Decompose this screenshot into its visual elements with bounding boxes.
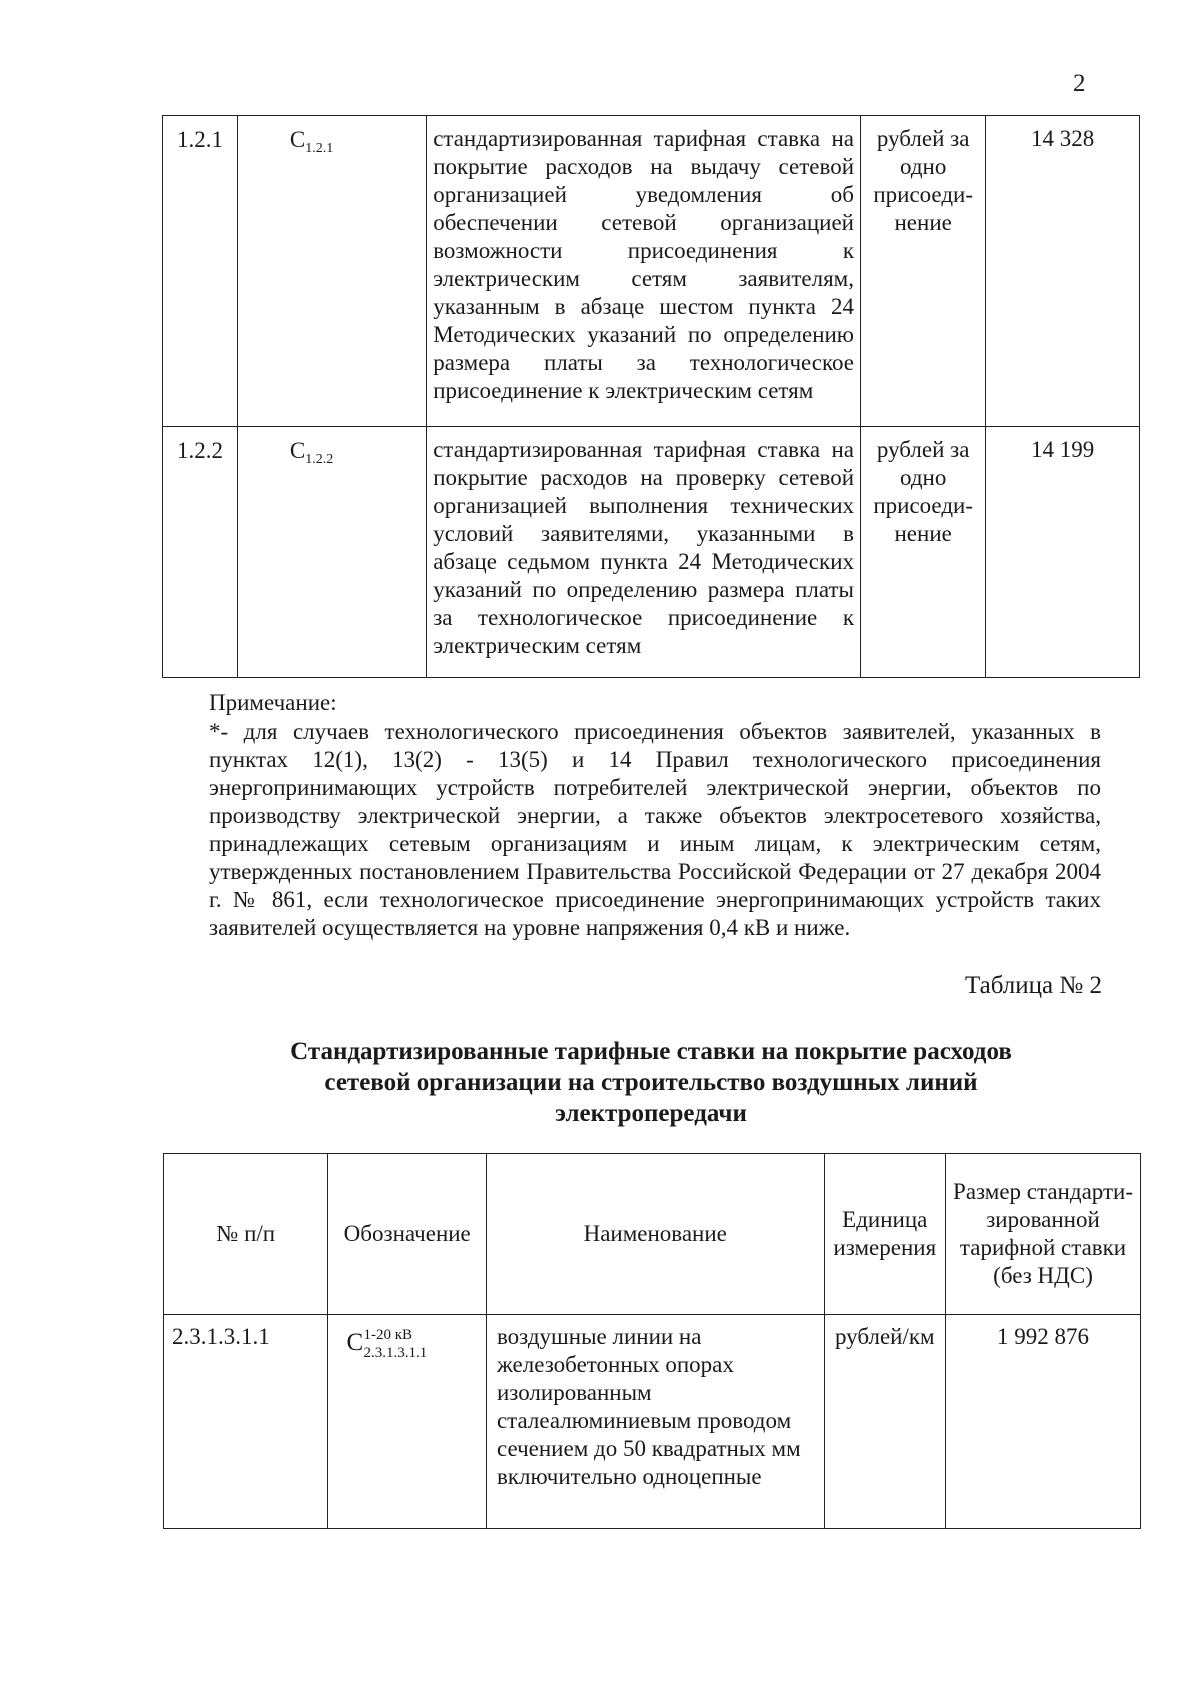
header-num: № п/п — [164, 1154, 328, 1315]
row-number: 1.2.1 — [163, 116, 238, 427]
table-row — [163, 116, 1140, 427]
row-description: стандартизированная тарифная ставка на покрытие расходов на выдачу сетевой организацией уведомления об обеспечении сетевой организацией возможности присоединения к электрическим сетям заявителям, указанным в абзаце шестом пункта 24 Методических указаний по определению размера платы за технологическое присоединение к электрическим сетям — [427, 116, 861, 427]
row-number: 2.3.1.3.1.1 — [164, 1315, 328, 1529]
symbol-formula — [346, 1325, 466, 1365]
row-symbol — [237, 427, 426, 678]
table-row — [164, 1315, 1141, 1529]
row-value: 1 992 876 — [946, 1315, 1141, 1529]
row-description: стандартизированная тарифная ставка на покрытие расходов на проверку сетевой организацией выполнения технических условий заявителями, указанными в абзаце седьмом пункта 24 Методических указаний по определению размера платы за технологическое присоединение к электрическим сетям — [427, 427, 861, 678]
note-text: *- для случаев технологического присоединения объектов заявителей, указанных в пунктах 12(1), 13(2) - 13(5) и 14 Правил технологического присоединения энергопринимающих устройств потребителей электрической энергии, объектов по производству электрической энергии, а также объектов электросетевого хозяйства, принадлежащих сетевым организациям и иным лицам, к электрическим сетям, утвержденных постановлением Правительства Российской Федерации от 27 декабря 2004 г. № 861, если технологическое присоединение энергопринимающих устройств таких заявителей осуществляется на уровне напряжения 0,4 кВ и ниже. — [209, 719, 1101, 940]
row-name: воздушные линии на железобетонных опорах изолированным сталеалюминиевым проводом сечением до 50 квадратных мм включительно одноцепные — [486, 1315, 824, 1529]
symbol-subscript: 2.3.1.3.1.1 — [363, 1345, 428, 1361]
header-unit: Единица измерения — [824, 1154, 946, 1315]
note-heading: Примечание: — [209, 690, 337, 715]
symbol-base: C — [289, 438, 306, 463]
heading-line: сетевой организации на строительство воздушных линий — [324, 1069, 978, 1096]
symbol-base: C — [346, 1329, 364, 1356]
heading-line: Стандартизированные тарифные ставки на покрытие расходов — [290, 1038, 1012, 1065]
table-row — [163, 427, 1140, 678]
row-symbol — [328, 1315, 486, 1529]
row-unit: рублей за одно присоеди-нение — [861, 116, 986, 427]
symbol-subscript: 1.2.2 — [305, 452, 334, 467]
symbol-subscript: 1.2.1 — [305, 141, 334, 156]
header-value: Размер стандарти-зированной тарифной ставки (без НДС) — [946, 1154, 1141, 1315]
page-number: 2 — [1073, 70, 1086, 97]
row-symbol — [237, 116, 426, 427]
table-2-heading — [162, 1036, 1140, 1129]
table-header-row — [164, 1154, 1141, 1315]
symbol-base: C — [289, 127, 306, 152]
row-unit: рублей/км — [824, 1315, 946, 1529]
row-number: 1.2.2 — [163, 427, 238, 678]
symbol-superscript: 1-20 кВ — [363, 1327, 413, 1343]
table-2-label: Таблица № 2 — [964, 972, 1102, 999]
row-value: 14 199 — [986, 427, 1140, 678]
tariff-table-2 — [163, 1153, 1141, 1529]
tariff-table-1 — [162, 115, 1140, 678]
header-symbol: Обозначение — [328, 1154, 486, 1315]
row-value: 14 328 — [986, 116, 1140, 427]
heading-line: электропередачи — [555, 1100, 747, 1127]
header-name: Наименование — [486, 1154, 824, 1315]
row-unit: рублей за одно присоеди-нение — [861, 427, 986, 678]
